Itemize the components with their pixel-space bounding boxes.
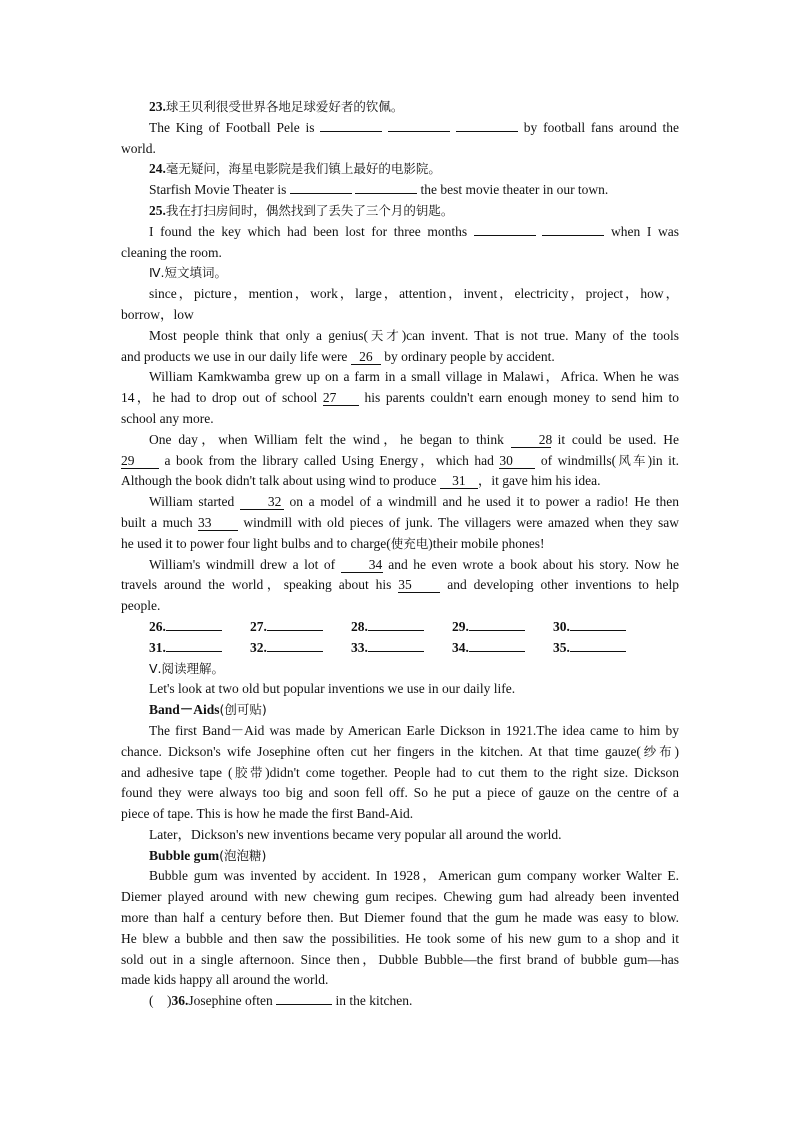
q23-english-line2: world. [121,140,156,156]
bandaid-line5: piece of tape. This is how he made the first Band-Aid. [121,806,414,822]
bubblegum-line5: sold out in a single afternoon. Since then，Dubble Bubble—the first brand of bubble gum—has [121,951,679,967]
answer-item: 34. [452,638,553,659]
bubblegum-line6: made kids happy all around the world. [121,972,329,988]
blank-35[interactable]: 35 [398,577,440,593]
q24-text-b: the best movie theater in our town. [420,182,609,198]
passage4-p3-line2: 29 a book from the library called Using Energy，which had 30 of windmills(风车)in it. [121,452,679,468]
answer-item: 33. [351,638,452,659]
blank-29[interactable]: 29 [121,453,159,469]
blank-31[interactable]: 31 [440,473,478,489]
q23-text-a: The King of Football Pele is [149,119,315,135]
bandaid-heading: Band－Aids(创可贴) [149,702,267,718]
q36-blank[interactable] [276,991,332,1005]
blank-27[interactable]: 27 [323,390,359,406]
bubblegum-line3: more than half a century before then. But Diemer found that the gum he made was easy to blow. [121,910,679,926]
q24-blank-2[interactable] [355,180,417,194]
q25-chinese [121,201,679,222]
blank-32[interactable]: 32 [240,494,284,510]
blank-26[interactable]: 26 [351,349,381,365]
section5-title: Ⅴ.阅读理解。 [149,660,225,676]
q24-text-a: Starfish Movie Theater is [149,182,287,198]
q24-chinese [121,159,679,180]
answer-row-1 [149,617,679,638]
q23-chinese-text: 球王贝利很受世界各地足球爱好者的钦佩。 [165,99,404,114]
q23-blank-1[interactable] [320,118,382,132]
answer-item: 35. [553,638,626,659]
bubblegum-line2: Diemer played around with new chewing gum recipes. Chewing gum had already been invented [121,889,679,905]
bandaid-line1: The first Band－Aid was made by American Earle Dickson in 1921.The idea came to him by [149,722,679,738]
passage4-p4-line2: built a much 33 windmill with old pieces of junk. The villagers were amazed when they saw [121,514,679,530]
passage4-p2-line2: 14，he had to drop out of school 27 his parents couldn't earn enough money to send him to [121,390,679,406]
q24-blank-1[interactable] [290,180,352,194]
passage4-p3-line1: One day，when William felt the wind，he began to think 28 it could be used. He [149,431,679,447]
section4-title: Ⅳ.短文填词。 [149,265,228,281]
q24-english [121,180,679,201]
answer-item: 31. [149,638,250,659]
answer-item: 30. [553,617,626,638]
answer-item: 32. [250,638,351,659]
answer-blank[interactable] [267,617,323,631]
blank-33[interactable]: 33 [198,515,238,531]
answer-blank[interactable] [469,617,525,631]
q23-chinese [121,97,679,118]
passage4-p5-line3: people. [121,598,161,614]
passage4-p1-line2: and products we use in our daily life were 26 by ordinary people by accident. [121,348,555,364]
q23-number: 23. [149,99,166,114]
word-bank-line2: borrow，low [121,306,194,322]
blank-30[interactable]: 30 [499,453,535,469]
q25-text-b: when I was [611,223,680,239]
answer-item: 28. [351,617,452,638]
passage4-p4-line3: he used it to power four light bulbs and to charge(使充电)their mobile phones! [121,535,545,551]
answer-item: 27. [250,617,351,638]
answer-blank[interactable] [570,638,626,652]
q36: ( )36.Josephine often in the kitchen. [149,993,413,1009]
q23-blank-2[interactable] [388,118,450,132]
bubblegum-line4: He blew a bubble and then saw the possibilities. He took some of his new gum to a shop and it [121,930,679,946]
q23-blank-3[interactable] [456,118,518,132]
passage4-p4-line1: William started 32 on a model of a windmill and he used it to power a radio! He then [149,494,679,510]
answer-blank[interactable] [267,638,323,652]
answer-blank[interactable] [469,638,525,652]
blank-34[interactable]: 34 [341,557,383,573]
section5-intro: Let's look at two old but popular inventions we use in our daily life. [149,681,516,697]
q24-chinese-text: 毫无疑问，海星电影院是我们镇上最好的电影院。 [165,161,441,177]
blank-28[interactable]: 28 [511,432,551,448]
q25-number: 25. [149,202,166,218]
q24-number: 24. [149,161,166,177]
answer-blank[interactable] [166,638,222,652]
answer-blank[interactable] [368,638,424,652]
bandaid-line6: Later，Dickson's new inventions became very popular all around the world. [149,826,562,842]
q25-text-a: I found the key which had been lost for three months [149,223,468,239]
bubblegum-heading: Bubble gum(泡泡糖) [149,847,267,863]
q23-text-b: by football fans around the [523,119,680,135]
q25-english-line2: cleaning the room. [121,244,222,260]
answer-item: 29. [452,617,553,638]
passage4-p3-line3: Although the book didn't talk about using wind to produce 31 ，it gave him his idea. [121,473,601,489]
passage4-p5-line1: William's windmill drew a lot of 34 and he even wrote a book about his story. Now he [149,556,679,572]
q36-number: 36. [171,993,189,1009]
page-content [121,97,679,1012]
bandaid-line3: and adhesive tape (胶带)didn't come together. People had to cut them to the right size. Dickson [121,764,679,780]
answer-row-2 [149,638,679,659]
q25-blank-1[interactable] [474,222,536,236]
q36-answer-paren[interactable]: ( ) [149,993,172,1009]
q25-blank-2[interactable] [542,222,604,236]
passage4-p1-line1: Most people think that only a genius(天才)can invent. That is not true. Many of the tools [149,327,679,343]
bubblegum-line1: Bubble gum was invented by accident. In 1928，American gum company worker Walter E. [149,868,679,884]
q25-english-line1 [121,222,679,243]
passage4-p5-line2: travels around the world，speaking about his 35 and developing other inventions to help [121,577,679,593]
answer-blank[interactable] [368,617,424,631]
word-bank-line1: since，picture，mention，work，large，attention，invent，electricity，project，how， [149,286,679,302]
passage4-p2-line1: William Kamkwamba grew up on a farm in a small village in Malawi，Africa. When he was [149,369,679,385]
passage4-p2-line3: school any more. [121,410,214,426]
answer-item: 26. [149,617,250,638]
bandaid-line2: chance. Dickson's wife Josephine often cut her fingers in the kitchen. At that time gauze(纱布) [121,743,679,759]
answer-blank[interactable] [166,617,222,631]
bandaid-line4: found they were always too big and soon fell off. So he put a piece of gauze on the centre of a [121,785,679,801]
q25-chinese-text: 我在打扫房间时，偶然找到了丢失了三个月的钥匙。 [165,202,454,218]
answer-blank[interactable] [570,617,626,631]
q23-english-line1 [121,118,679,139]
